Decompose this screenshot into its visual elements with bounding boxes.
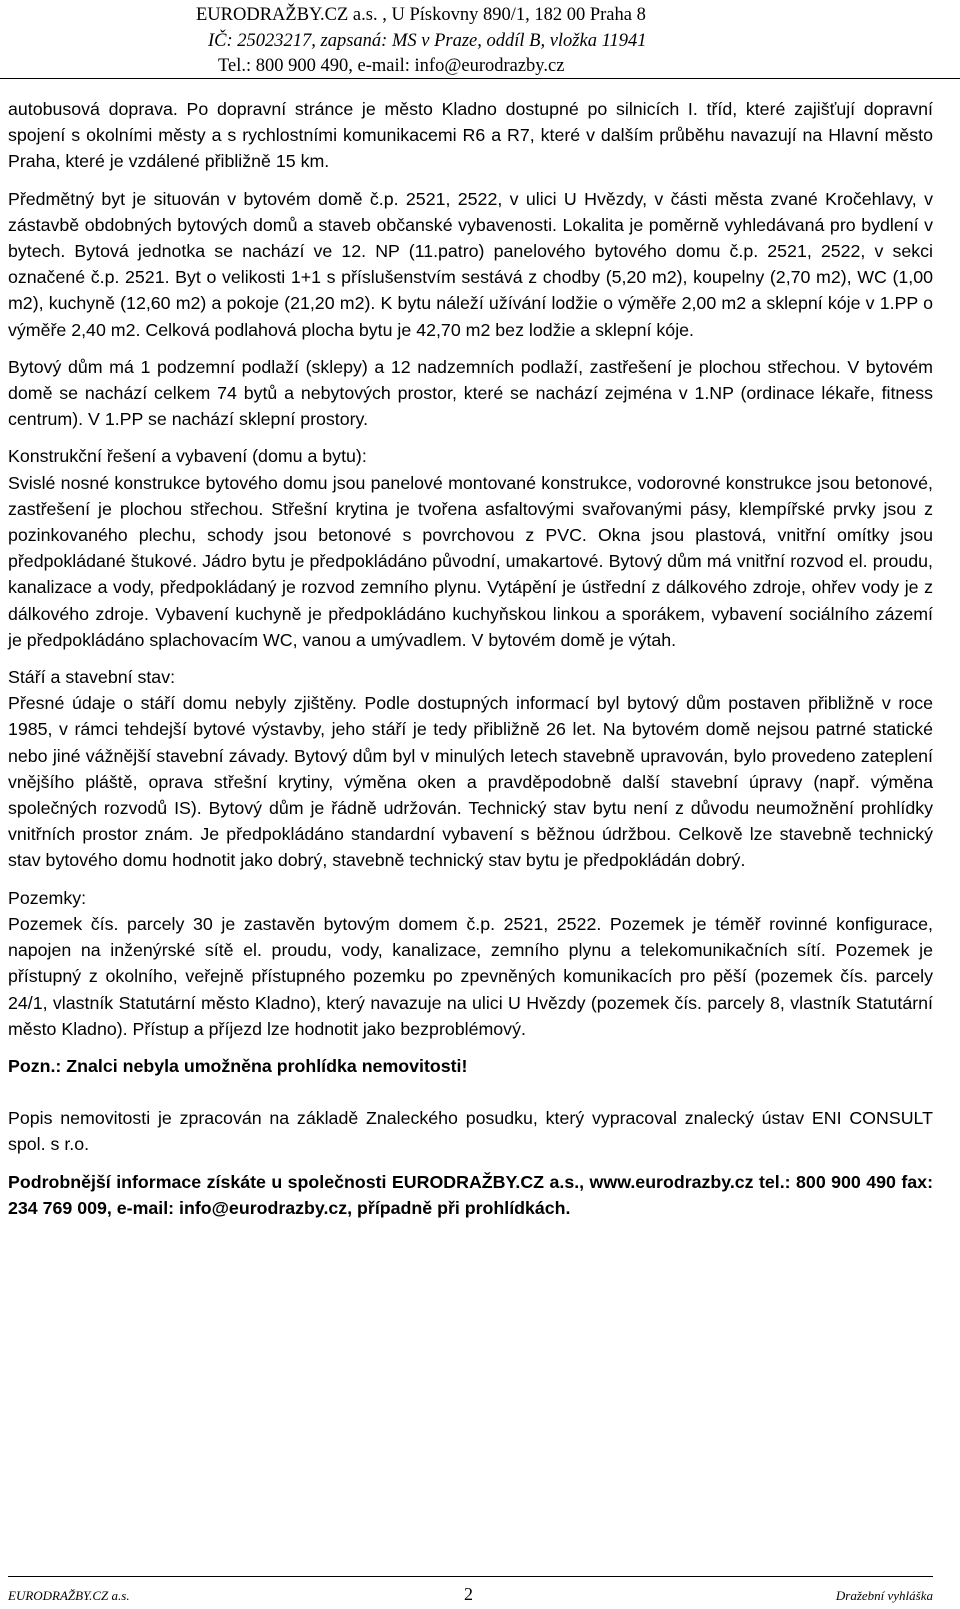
paragraph-construction: Svislé nosné konstrukce bytového domu jsou panelové montované konstrukce, vodorovné konstrukce jsou betonové, zastřešení je plochou střechou. Střešní krytina je tvořena asfaltovými svařovanými pásy, klempířské prvky jsou z pozinkovaného plechu, schody jsou betonové s povrchovou z PVC. Okna jsou plastová, vnitřní omítky jsou předpokládané štukové. Jádro bytu je předpokládáno původní, umakartové. Bytový dům má vnitřní rozvod el. proudu, kanalizace a vody, předpokládaný je rozvod zemního plynu. Vytápění je ústřední z dálkového zdroje, ohřev vody je z dálkového zdroje. Vybavení kuchyně je předpokládáno kuchyňskou linkou a sporákem, vybavení sociálního zázemí je předpokládáno splachovacím WC, vanou a umývadlem. V bytovém domě je výtah.	[8, 472, 933, 650]
paragraph-building: Bytový dům má 1 podzemní podlaží (sklepy) a 12 nadzemních podlaží, zastřešení je plochou střechou. V bytovém domě se nachází celkem 74 bytů a nebytových prostor, které se nachází zejména v 1.NP (ordinace lékaře, fitness centrum). V 1.PP se nachází sklepní prostory.	[8, 356, 933, 430]
letterhead	[0, 4, 960, 82]
company-address: EURODRAŽBY.CZ a.s. , U Pískovny 890/1, 182 00 Praha 8	[196, 5, 646, 25]
section-heading-construction: Konstrukční řešení a vybavení (domu a bytu):	[8, 446, 367, 467]
paragraph-apartment: Předmětný byt je situován v bytovém domě č.p. 2521, 2522, v ulici U Hvězdy, v části města zvané Kročehlavy, v zástavbě obdobných bytových domů a staveb občanské vybavenosti. Lokalita je poměrně vyhledávaná pro bydlení v bytech. Bytová jednotka se nachází ve 12. NP (11.patro) panelového bytového domu č.p. 2521, 2522, v sekci označené č.p. 2521. Byt o velikosti 1+1 s příslušenstvím sestává z chodby (5,20 m2), koupelny (2,70 m2), WC (1,00 m2), kuchyně (12,60 m2) a pokoje (21,20 m2). K bytu náleží užívání lodžie o výměře 2,00 m2 a sklepní kóje v 1.PP o výměře 2,40 m2. Celková podlahová plocha bytu je 42,70 m2 bez lodžie a sklepní kóje.	[8, 188, 933, 340]
paragraph-transport: autobusová doprava. Po dopravní stránce je město Kladno dostupné po silnicích I. tříd, které zajišťují dopravní spojení s okolními městy a s rychlostními komunikacemi R6 a R7, které v dalším průběhu navazují na Hlavní město Praha, které je vzdálené přibližně 15 km.	[8, 99, 933, 172]
footer-divider	[8, 1576, 933, 1577]
paragraph-age: Přesné údaje o stáří domu nebyly zjištěny. Podle dostupných informací byl bytový dům postaven přibližně v roce 1985, v rámci tehdejší bytové výstavby, jeho stáří je tedy přibližně 26 let. Na bytovém domě nejsou patrné statické nebo jiné vážnější stavební závady. Bytový dům byl v minulých letech stavebně upravován, bylo provedeno zateplení vnějšího pláště, oprava střešní krytiny, výměna oken a pravděpodobně další stavební úpravy (např. výměna společných rozvodů IS). Bytový dům je řádně udržován. Technický stav bytu není z důvodu neumožnění prohlídky vnitřních prostor znám. Je předpokládáno standardní vybavení s běžnou údržbou. Celkově lze stavebně technický stav bytového domu hodnotit jako dobrý, stavebně technický stav bytu je předpokládán dobrý.	[8, 693, 933, 871]
page-number: 2	[464, 1584, 473, 1604]
page-footer	[0, 1576, 960, 1604]
company-registration: IČ: 25023217, zapsaná: MS v Praze, oddíl B, vložka 11941	[208, 31, 647, 51]
inspection-note: Pozn.: Znalci nebyla umožněna prohlídka nemovitosti!	[8, 1055, 468, 1076]
paragraph-source: Popis nemovitosti je zpracován na základě Znaleckého posudku, který vypracoval znalecký ústav ENI CONSULT spol. s r.o.	[8, 1108, 933, 1155]
header-divider	[0, 78, 960, 79]
paragraph-land: Pozemek čís. parcely 30 je zastavěn bytovým domem č.p. 2521, 2522. Pozemek je téměř rovinné konfigurace, napojen na inženýrské sítě el. proudu, vody, kanalizace, zemního plynu a telekomunikačních sítí. Pozemek je přístupný z okolního, veřejně přístupného pozemku po zpevněných komunikacích pro pěší (pozemek čís. parcely 24/1, vlastník Statutární město Kladno), který navazuje na ulici U Hvězdy (pozemek čís. parcely 8, vlastník Statutární město Kladno). Přístup a příjezd lze hodnotit jako bezproblémový.	[8, 913, 933, 1039]
section-heading-land: Pozemky:	[8, 887, 87, 908]
section-heading-age: Stáří a stavební stav:	[8, 667, 176, 688]
footer-company: EURODRAŽBY.CZ a.s.	[8, 1588, 130, 1603]
document-body	[8, 96, 933, 1232]
company-contact: Tel.: 800 900 490, e-mail: info@eurodrazby.cz	[218, 56, 565, 76]
paragraph-contact-info: Podrobnější informace získáte u společnosti EURODRAŽBY.CZ a.s., www.eurodrazby.cz tel.: 800 900 490 fax: 234 769 009, e-mail: info@eurodrazby.cz, případně při prohlídkách.	[8, 1171, 933, 1218]
footer-document-title: Dražební vyhláška	[835, 1588, 933, 1603]
